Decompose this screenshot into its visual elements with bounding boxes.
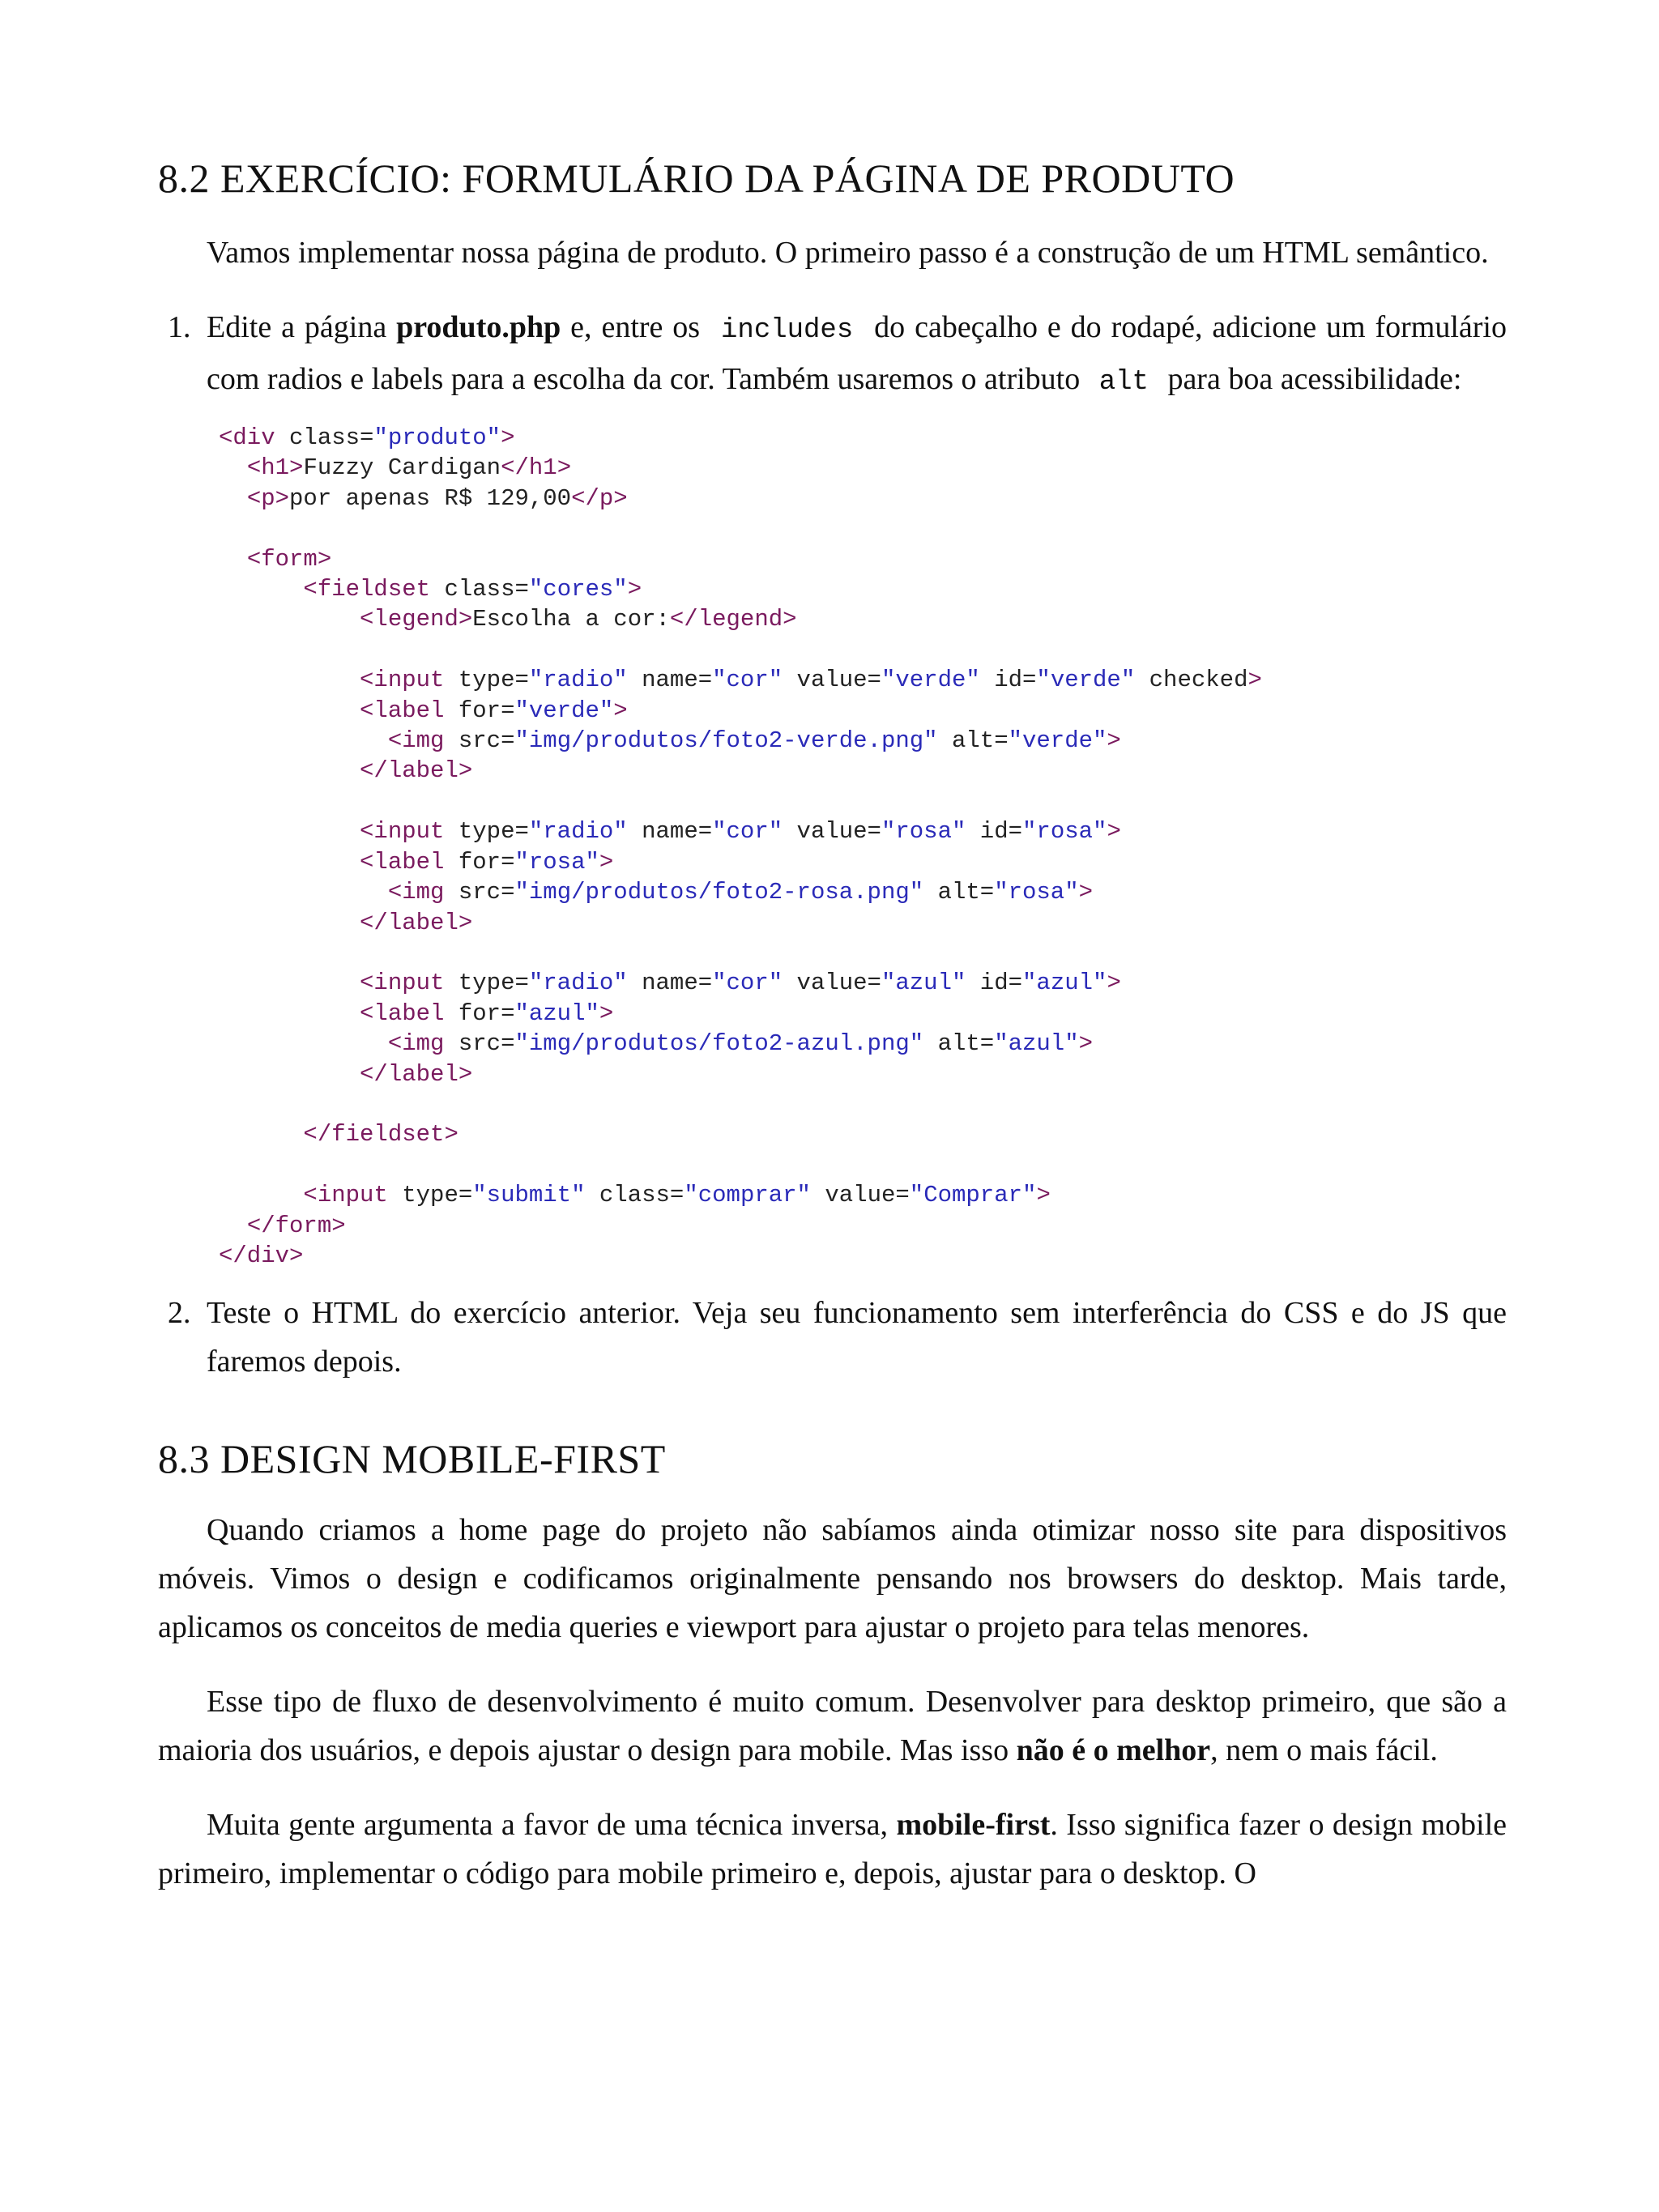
- section-heading-8-3: 8.3 DESIGN MOBILE-FIRST: [158, 1436, 666, 1482]
- bold-phrase: não é o melhor: [1016, 1733, 1211, 1768]
- inline-code: includes: [721, 315, 854, 346]
- paragraph-1: Quando criamos a home page do projeto não sabíamos ainda otimizar nosso site para dispositivos móveis. Vimos o design e codificamos originalmente pensando nos browsers do desktop. Mais tarde, aplicamos os conceitos de media queries e viewport para ajustar o projeto para telas menores.: [158, 1513, 1507, 1645]
- inline-code: alt: [1098, 367, 1149, 398]
- list-number: 1.: [168, 310, 191, 344]
- list-text: do cabeçalho e do rodapé, adicione um formulário com radios e labels para a escolha da cor. Também usaremos o atributo: [207, 310, 1507, 396]
- code-block: <div class="produto"> <h1>Fuzzy Cardigan</h1> <p>por apenas R$ 129,00</p> <form> <fieldset class="cores"> <legend>Escolha a cor:</legend> <input type="radio" name="cor" value="verde" id="verde" checked> <label for="verde"> <img src="img/produtos/foto2-verde.png" alt="verde"> </label> <input type="radio" name="cor" value="rosa" id="rosa"> <label for="rosa"> <img src="img/produtos/foto2-rosa.png" alt="rosa"> </label> <input type="radio" name="cor" value="azul" id="azul"> <label for="azul"> <img src="img/produtos/foto2-azul.png" alt="azul"> </label> </fieldset> <input type="submit" class="comprar" value="Comprar"> </form> </div>: [219, 424, 1262, 1269]
- list-item-1: [158, 303, 1507, 407]
- intro-paragraph: Vamos implementar nossa página de produto. O primeiro passo é a construção de um HTML semântico.: [207, 236, 1489, 270]
- document-page: [158, 154, 1507, 1898]
- list-text: Edite a página: [207, 310, 397, 344]
- section-heading-8-2: 8.2 EXERCÍCIO: FORMULÁRIO DA PÁGINA DE PRODUTO: [158, 156, 1235, 201]
- paragraph-2: Esse tipo de fluxo de desenvolvimento é muito comum. Desenvolver para desktop primeiro, que são a maioria dos usuários, e depois ajustar o design para mobile. Mas isso não é o melhor, nem o mais fácil.: [158, 1685, 1507, 1768]
- paragraph-3: Muita gente argumenta a favor de uma técnica inversa, mobile-first. Isso significa fazer o design mobile primeiro, implementar o código para mobile primeiro e, depois, ajustar para o desktop. O: [158, 1808, 1507, 1891]
- list-text: e, entre os: [561, 310, 710, 344]
- list-item-2: [158, 1289, 1507, 1386]
- list-text: para boa acessibilidade:: [1159, 362, 1462, 396]
- list-number: 2.: [168, 1296, 191, 1331]
- bold-phrase: mobile-first: [896, 1808, 1051, 1843]
- file-name: produto.php: [396, 310, 561, 344]
- list-text: Teste o HTML do exercício anterior. Veja seu funcionamento sem interferência do CSS e do JS que faremos depois.: [207, 1296, 1507, 1379]
